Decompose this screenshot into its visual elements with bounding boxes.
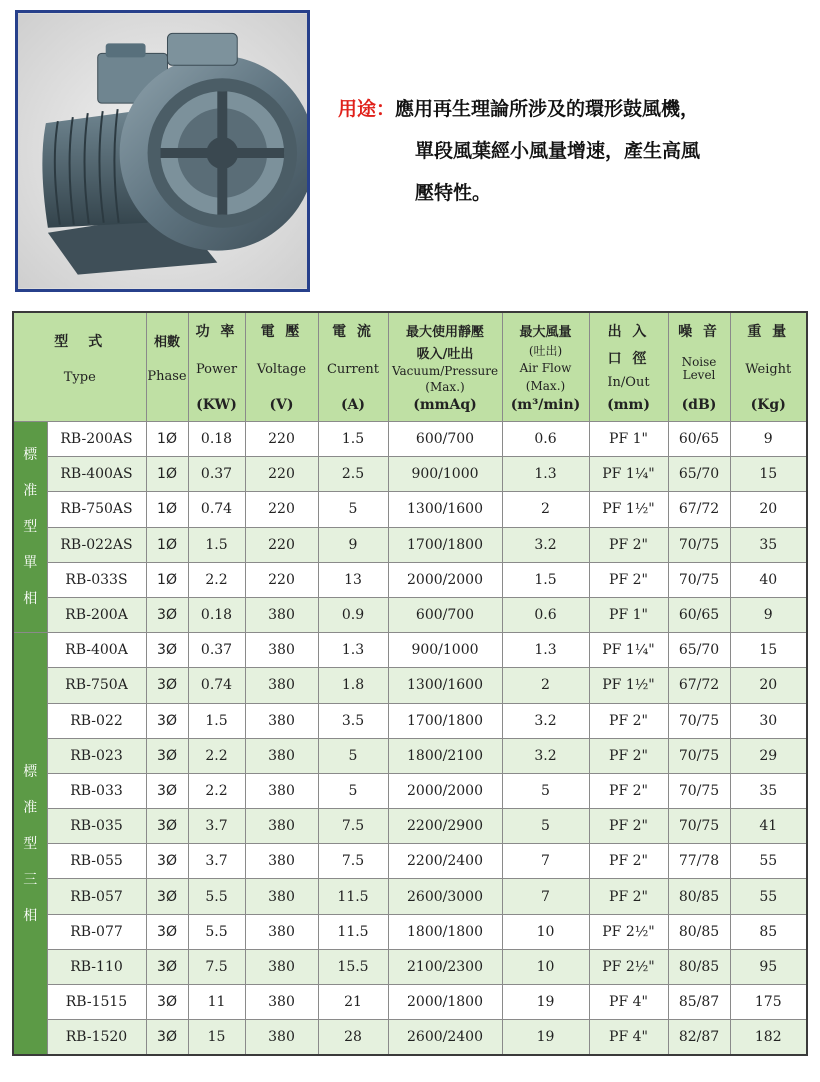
cell-flow: 1.3 bbox=[502, 633, 589, 668]
cell-noise: 82/87 bbox=[668, 1020, 730, 1056]
cell-model: RB-1520 bbox=[47, 1020, 146, 1056]
cell-phase: 3Ø bbox=[146, 1020, 188, 1056]
cell-current: 13 bbox=[318, 562, 388, 597]
cell-power: 0.18 bbox=[188, 597, 245, 632]
cell-voltage: 220 bbox=[245, 457, 318, 492]
cell-pressure: 600/700 bbox=[388, 422, 502, 457]
cell-model: RB-022 bbox=[47, 703, 146, 738]
table-row bbox=[13, 422, 807, 457]
cell-weight: 55 bbox=[730, 879, 807, 914]
cell-voltage: 380 bbox=[245, 809, 318, 844]
table-row bbox=[13, 633, 807, 668]
cell-noise: 65/70 bbox=[668, 457, 730, 492]
group-label-three-phase: 標 准 型 三 相 bbox=[13, 633, 47, 1056]
cell-noise: 80/85 bbox=[668, 914, 730, 949]
cell-model: RB-1515 bbox=[47, 985, 146, 1020]
cell-noise: 70/75 bbox=[668, 527, 730, 562]
cell-power: 0.18 bbox=[188, 422, 245, 457]
cell-voltage: 220 bbox=[245, 527, 318, 562]
cell-weight: 29 bbox=[730, 738, 807, 773]
product-photo bbox=[15, 10, 310, 292]
usage-line-1: 用途：應用再生理論所涉及的環形鼓風機， bbox=[338, 98, 700, 120]
cell-port: PF 1" bbox=[589, 597, 668, 632]
cell-model: RB-400AS bbox=[47, 457, 146, 492]
cell-port: PF 1¼" bbox=[589, 633, 668, 668]
cell-port: PF 2" bbox=[589, 809, 668, 844]
cell-model: RB-200A bbox=[47, 597, 146, 632]
cell-port: PF 2" bbox=[589, 562, 668, 597]
cell-power: 7.5 bbox=[188, 949, 245, 984]
cell-power: 0.37 bbox=[188, 457, 245, 492]
usage-label: 用途： bbox=[338, 98, 396, 120]
cell-noise: 70/75 bbox=[668, 809, 730, 844]
cell-phase: 1Ø bbox=[146, 492, 188, 527]
cell-phase: 3Ø bbox=[146, 949, 188, 984]
cell-noise: 80/85 bbox=[668, 949, 730, 984]
cell-pressure: 900/1000 bbox=[388, 457, 502, 492]
cell-weight: 182 bbox=[730, 1020, 807, 1056]
table-row bbox=[13, 879, 807, 914]
cell-power: 0.74 bbox=[188, 492, 245, 527]
cell-current: 1.8 bbox=[318, 668, 388, 703]
cell-model: RB-055 bbox=[47, 844, 146, 879]
cell-model: RB-750AS bbox=[47, 492, 146, 527]
cell-noise: 60/65 bbox=[668, 422, 730, 457]
cell-noise: 70/75 bbox=[668, 562, 730, 597]
cell-weight: 41 bbox=[730, 809, 807, 844]
table-row bbox=[13, 492, 807, 527]
cell-flow: 7 bbox=[502, 844, 589, 879]
cell-power: 5.5 bbox=[188, 879, 245, 914]
header-power: 功 率 Power (KW) bbox=[188, 312, 245, 422]
cell-pressure: 1800/1800 bbox=[388, 914, 502, 949]
cell-voltage: 380 bbox=[245, 633, 318, 668]
cell-flow: 10 bbox=[502, 914, 589, 949]
header-type: 型 式 Type bbox=[13, 312, 146, 422]
cell-weight: 15 bbox=[730, 633, 807, 668]
cell-voltage: 220 bbox=[245, 562, 318, 597]
cell-voltage: 380 bbox=[245, 597, 318, 632]
cell-current: 9 bbox=[318, 527, 388, 562]
cell-flow: 3.2 bbox=[502, 738, 589, 773]
cell-port: PF 2" bbox=[589, 844, 668, 879]
cell-weight: 15 bbox=[730, 457, 807, 492]
cell-current: 7.5 bbox=[318, 809, 388, 844]
table-row bbox=[13, 597, 807, 632]
table-row bbox=[13, 738, 807, 773]
cell-model: RB-033S bbox=[47, 562, 146, 597]
cell-pressure: 900/1000 bbox=[388, 633, 502, 668]
cell-current: 1.3 bbox=[318, 633, 388, 668]
cell-current: 11.5 bbox=[318, 914, 388, 949]
cell-noise: 70/75 bbox=[668, 773, 730, 808]
cell-pressure: 2200/2900 bbox=[388, 809, 502, 844]
cell-noise: 67/72 bbox=[668, 492, 730, 527]
cell-power: 11 bbox=[188, 985, 245, 1020]
usage-line-3: 壓特性。 bbox=[415, 182, 492, 204]
cell-current: 7.5 bbox=[318, 844, 388, 879]
cell-weight: 20 bbox=[730, 492, 807, 527]
cell-port: PF 2" bbox=[589, 527, 668, 562]
cell-voltage: 380 bbox=[245, 1020, 318, 1056]
cell-voltage: 380 bbox=[245, 985, 318, 1020]
cell-flow: 7 bbox=[502, 879, 589, 914]
cell-port: PF 2" bbox=[589, 738, 668, 773]
header-voltage: 電 壓 Voltage (V) bbox=[245, 312, 318, 422]
cell-pressure: 2200/2400 bbox=[388, 844, 502, 879]
header-outlet: 出 入 口 徑 In/Out (mm) bbox=[589, 312, 668, 422]
table-row bbox=[13, 562, 807, 597]
cell-port: PF 1½" bbox=[589, 492, 668, 527]
cell-model: RB-033 bbox=[47, 773, 146, 808]
table-row bbox=[13, 703, 807, 738]
cell-flow: 1.3 bbox=[502, 457, 589, 492]
usage-description bbox=[338, 88, 808, 214]
cell-pressure: 1300/1600 bbox=[388, 668, 502, 703]
cell-voltage: 220 bbox=[245, 422, 318, 457]
cell-noise: 70/75 bbox=[668, 738, 730, 773]
table-row bbox=[13, 844, 807, 879]
cell-port: PF 2" bbox=[589, 773, 668, 808]
cell-voltage: 380 bbox=[245, 773, 318, 808]
cell-voltage: 380 bbox=[245, 703, 318, 738]
cell-power: 3.7 bbox=[188, 809, 245, 844]
cell-current: 5 bbox=[318, 492, 388, 527]
cell-phase: 3Ø bbox=[146, 844, 188, 879]
cell-power: 2.2 bbox=[188, 738, 245, 773]
cell-port: PF 2½" bbox=[589, 914, 668, 949]
cell-noise: 70/75 bbox=[668, 703, 730, 738]
header-weight: 重 量 Weight (Kg) bbox=[730, 312, 807, 422]
cell-current: 5 bbox=[318, 738, 388, 773]
cell-weight: 95 bbox=[730, 949, 807, 984]
cell-pressure: 2100/2300 bbox=[388, 949, 502, 984]
cell-model: RB-110 bbox=[47, 949, 146, 984]
cell-voltage: 380 bbox=[245, 844, 318, 879]
cell-pressure: 2000/2000 bbox=[388, 773, 502, 808]
cell-port: PF 4" bbox=[589, 1020, 668, 1056]
header-noise: 噪 音 Noise Level (dB) bbox=[668, 312, 730, 422]
cell-current: 28 bbox=[318, 1020, 388, 1056]
cell-model: RB-750A bbox=[47, 668, 146, 703]
spec-table-body bbox=[13, 422, 807, 1056]
cell-power: 5.5 bbox=[188, 914, 245, 949]
table-row bbox=[13, 809, 807, 844]
cell-model: RB-035 bbox=[47, 809, 146, 844]
cell-noise: 67/72 bbox=[668, 668, 730, 703]
cell-port: PF 4" bbox=[589, 985, 668, 1020]
cell-weight: 20 bbox=[730, 668, 807, 703]
table-row bbox=[13, 773, 807, 808]
cell-voltage: 380 bbox=[245, 879, 318, 914]
cell-weight: 35 bbox=[730, 527, 807, 562]
cell-flow: 19 bbox=[502, 1020, 589, 1056]
cell-model: RB-200AS bbox=[47, 422, 146, 457]
cell-flow: 2 bbox=[502, 492, 589, 527]
cell-current: 5 bbox=[318, 773, 388, 808]
table-row bbox=[13, 527, 807, 562]
cell-phase: 1Ø bbox=[146, 527, 188, 562]
table-row bbox=[13, 914, 807, 949]
cell-voltage: 380 bbox=[245, 949, 318, 984]
cell-current: 1.5 bbox=[318, 422, 388, 457]
cell-current: 11.5 bbox=[318, 879, 388, 914]
cell-phase: 1Ø bbox=[146, 422, 188, 457]
cell-weight: 40 bbox=[730, 562, 807, 597]
cell-power: 0.37 bbox=[188, 633, 245, 668]
header-phase: 相數 Phase bbox=[146, 312, 188, 422]
cell-port: PF 2½" bbox=[589, 949, 668, 984]
cell-phase: 3Ø bbox=[146, 738, 188, 773]
cell-phase: 3Ø bbox=[146, 985, 188, 1020]
table-row bbox=[13, 668, 807, 703]
cell-current: 15.5 bbox=[318, 949, 388, 984]
header-current: 電 流 Current (A) bbox=[318, 312, 388, 422]
cell-port: PF 2" bbox=[589, 703, 668, 738]
cell-pressure: 1700/1800 bbox=[388, 703, 502, 738]
cell-phase: 3Ø bbox=[146, 914, 188, 949]
cell-power: 15 bbox=[188, 1020, 245, 1056]
table-row bbox=[13, 1020, 807, 1056]
usage-line-2: 單段風葉經小風量增速，產生高風 bbox=[415, 140, 701, 162]
group-label-single-phase: 標 准 型 單 相 bbox=[13, 422, 47, 633]
cell-voltage: 380 bbox=[245, 668, 318, 703]
cell-pressure: 2600/3000 bbox=[388, 879, 502, 914]
cell-flow: 5 bbox=[502, 773, 589, 808]
cell-weight: 35 bbox=[730, 773, 807, 808]
table-row bbox=[13, 949, 807, 984]
cell-current: 21 bbox=[318, 985, 388, 1020]
cell-port: PF 1¼" bbox=[589, 457, 668, 492]
table-row bbox=[13, 457, 807, 492]
cell-phase: 3Ø bbox=[146, 809, 188, 844]
cell-pressure: 2000/2000 bbox=[388, 562, 502, 597]
cell-flow: 5 bbox=[502, 809, 589, 844]
cell-phase: 3Ø bbox=[146, 633, 188, 668]
cell-power: 0.74 bbox=[188, 668, 245, 703]
cell-current: 2.5 bbox=[318, 457, 388, 492]
spec-table bbox=[12, 311, 808, 1056]
cell-phase: 1Ø bbox=[146, 562, 188, 597]
header-airflow: 最大風量 (吐出) Air Flow (Max.) (m³/min) bbox=[502, 312, 589, 422]
cell-flow: 2 bbox=[502, 668, 589, 703]
cell-model: RB-077 bbox=[47, 914, 146, 949]
cell-voltage: 380 bbox=[245, 738, 318, 773]
cell-weight: 30 bbox=[730, 703, 807, 738]
cell-model: RB-400A bbox=[47, 633, 146, 668]
cell-phase: 3Ø bbox=[146, 703, 188, 738]
cell-weight: 175 bbox=[730, 985, 807, 1020]
cell-phase: 3Ø bbox=[146, 597, 188, 632]
cell-voltage: 220 bbox=[245, 492, 318, 527]
cell-power: 3.7 bbox=[188, 844, 245, 879]
cell-phase: 1Ø bbox=[146, 457, 188, 492]
cell-noise: 80/85 bbox=[668, 879, 730, 914]
cell-flow: 3.2 bbox=[502, 703, 589, 738]
header-row bbox=[13, 312, 807, 422]
cell-noise: 85/87 bbox=[668, 985, 730, 1020]
cell-power: 1.5 bbox=[188, 703, 245, 738]
cell-phase: 3Ø bbox=[146, 879, 188, 914]
cell-weight: 9 bbox=[730, 597, 807, 632]
cell-power: 2.2 bbox=[188, 562, 245, 597]
cell-voltage: 380 bbox=[245, 914, 318, 949]
cell-pressure: 600/700 bbox=[388, 597, 502, 632]
cell-model: RB-022AS bbox=[47, 527, 146, 562]
cell-noise: 65/70 bbox=[668, 633, 730, 668]
cell-pressure: 2600/2400 bbox=[388, 1020, 502, 1056]
cell-flow: 1.5 bbox=[502, 562, 589, 597]
cell-noise: 60/65 bbox=[668, 597, 730, 632]
cell-port: PF 2" bbox=[589, 879, 668, 914]
cell-model: RB-023 bbox=[47, 738, 146, 773]
cell-flow: 10 bbox=[502, 949, 589, 984]
cell-port: PF 1" bbox=[589, 422, 668, 457]
table-row bbox=[13, 985, 807, 1020]
cell-pressure: 1300/1600 bbox=[388, 492, 502, 527]
cell-flow: 3.2 bbox=[502, 527, 589, 562]
cell-weight: 55 bbox=[730, 844, 807, 879]
cell-flow: 0.6 bbox=[502, 422, 589, 457]
cell-weight: 9 bbox=[730, 422, 807, 457]
cell-pressure: 1700/1800 bbox=[388, 527, 502, 562]
cell-power: 2.2 bbox=[188, 773, 245, 808]
cell-noise: 77/78 bbox=[668, 844, 730, 879]
cell-port: PF 1½" bbox=[589, 668, 668, 703]
cell-phase: 3Ø bbox=[146, 773, 188, 808]
cell-current: 0.9 bbox=[318, 597, 388, 632]
cell-current: 3.5 bbox=[318, 703, 388, 738]
ring-blower-illustration bbox=[18, 13, 307, 289]
header-pressure: 最大使用靜壓 吸入/吐出 Vacuum/Pressure (Max.) (mmAq) bbox=[388, 312, 502, 422]
cell-flow: 19 bbox=[502, 985, 589, 1020]
cell-weight: 85 bbox=[730, 914, 807, 949]
cell-pressure: 1800/2100 bbox=[388, 738, 502, 773]
cell-pressure: 2000/1800 bbox=[388, 985, 502, 1020]
cell-model: RB-057 bbox=[47, 879, 146, 914]
cell-phase: 3Ø bbox=[146, 668, 188, 703]
cell-power: 1.5 bbox=[188, 527, 245, 562]
cell-flow: 0.6 bbox=[502, 597, 589, 632]
